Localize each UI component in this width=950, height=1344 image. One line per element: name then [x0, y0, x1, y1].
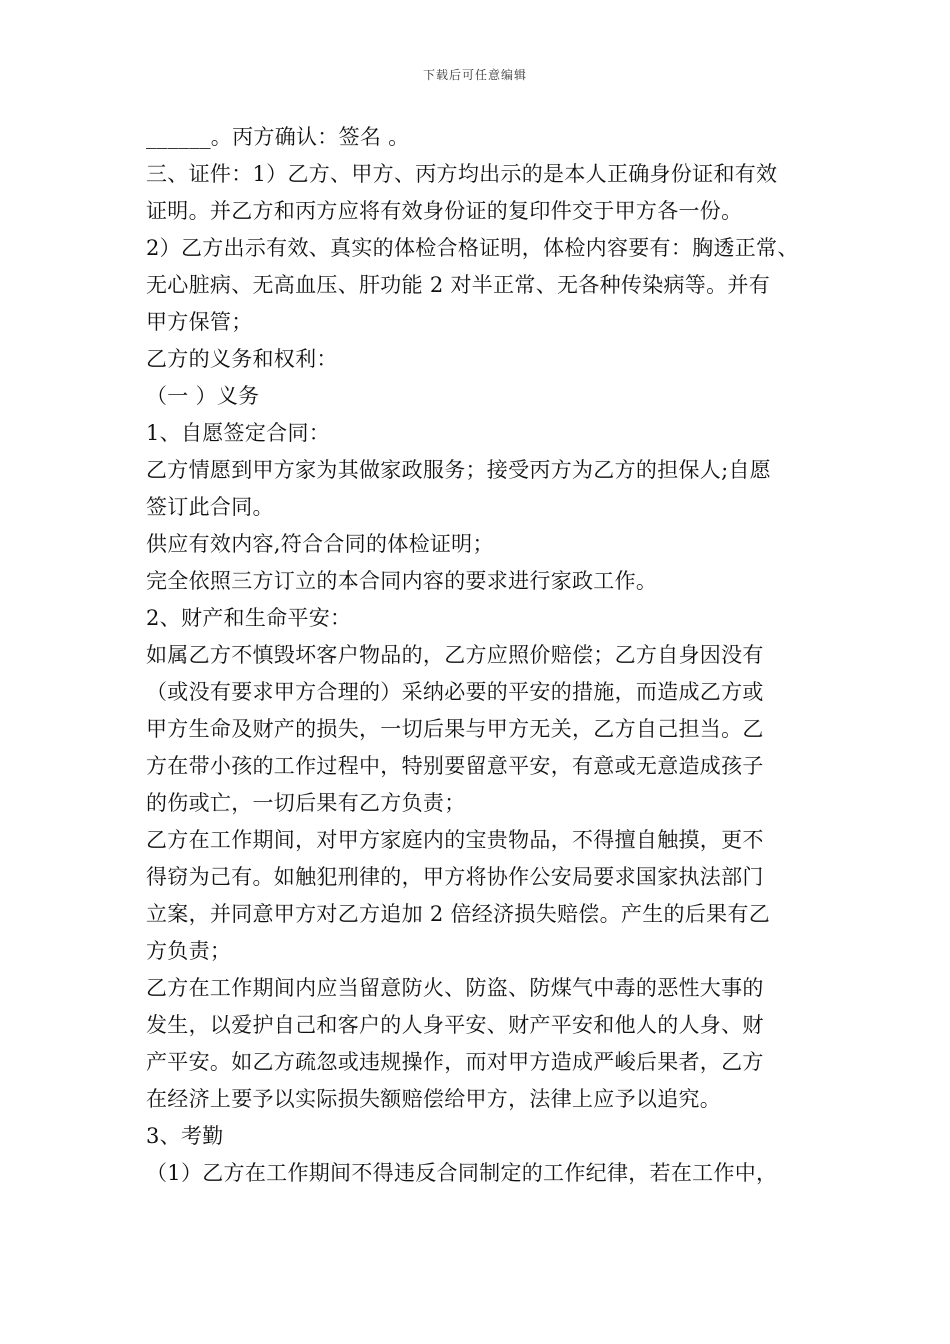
paragraph-line: 得窃为己有。如触犯刑律的，甲方将协作公安局要求国家执法部门 — [146, 865, 764, 889]
paragraph-line: （或没有要求甲方合理的）采纳必要的平安的措施，而造成乙方或 — [146, 680, 764, 704]
paragraph-line: 乙方在工作期间，对甲方家庭内的宝贵物品，不得擅自触摸，更不 — [146, 828, 764, 852]
page-header-note: 下载后可任意编辑 — [422, 68, 527, 82]
paragraph-line: 乙方在工作期间内应当留意防火、防盗、防煤气中毒的恶性大事的 — [146, 976, 764, 1000]
paragraph-line: 的伤或亡，一切后果有乙方负责； — [146, 791, 466, 815]
subsection-heading: （一 ）义务 — [146, 384, 260, 408]
paragraph-line: 证明。并乙方和丙方应将有效身份证的复印件交于甲方各一份。 — [146, 199, 743, 223]
paragraph-line: ______。丙方确认：签名 。 — [146, 125, 410, 149]
paragraph-line: 如属乙方不慎毁坏客户物品的，乙方应照价赔偿；乙方自身因没有 — [146, 643, 764, 667]
section-heading: 乙方的义务和权利： — [146, 347, 338, 371]
item-heading: 2、财产和生命平安： — [146, 606, 352, 630]
paragraph-line: 2）乙方出示有效、真实的体检合格证明，体检内容要有：胸透正常、 — [146, 236, 799, 260]
paragraph-line: 方在带小孩的工作过程中，特别要留意平安，有意或无意造成孩子 — [146, 754, 764, 778]
paragraph-line: 完全依照三方订立的本合同内容的要求进行家政工作。 — [146, 569, 658, 593]
paragraph-line: 立案，并同意甲方对乙方追加 2 倍经济损失赔偿。产生的后果有乙 — [146, 902, 771, 926]
item-heading: 1、自愿签定合同： — [146, 421, 331, 445]
paragraph-line: 甲方生命及财产的损失，一切后果与甲方无关，乙方自己担当。乙 — [146, 717, 764, 741]
paragraph-line: 三、证件：1）乙方、甲方、丙方均出示的是本人正确身份证和有效 — [146, 162, 778, 186]
paragraph-line: 签订此合同。 — [146, 495, 274, 519]
item-heading: 3、考勤 — [146, 1124, 224, 1148]
paragraph-line: （1）乙方在工作期间不得违反合同制定的工作纪律，若在工作中， — [146, 1161, 778, 1185]
paragraph-line: 产平安。如乙方疏忽或违规操作，而对甲方造成严峻后果者，乙方 — [146, 1050, 764, 1074]
paragraph-line: 方负责； — [146, 939, 232, 963]
paragraph-line: 无心脏病、无高血压、肝功能 2 对半正常、无各种传染病等。并有 — [146, 273, 771, 297]
document-body — [146, 119, 816, 1192]
paragraph-line: 在经济上要予以实际损失额赔偿给甲方，法律上应予以追究。 — [146, 1087, 722, 1111]
paragraph-line: 供应有效内容,符合合同的体检证明； — [146, 532, 494, 556]
paragraph-line: 甲方保管； — [146, 310, 253, 334]
paragraph-line: 发生，以爱护自己和客户的人身平安、财产平安和他人的人身、财 — [146, 1013, 764, 1037]
paragraph-line: 乙方情愿到甲方家为其做家政服务；接受丙方为乙方的担保人;自愿 — [146, 458, 772, 482]
